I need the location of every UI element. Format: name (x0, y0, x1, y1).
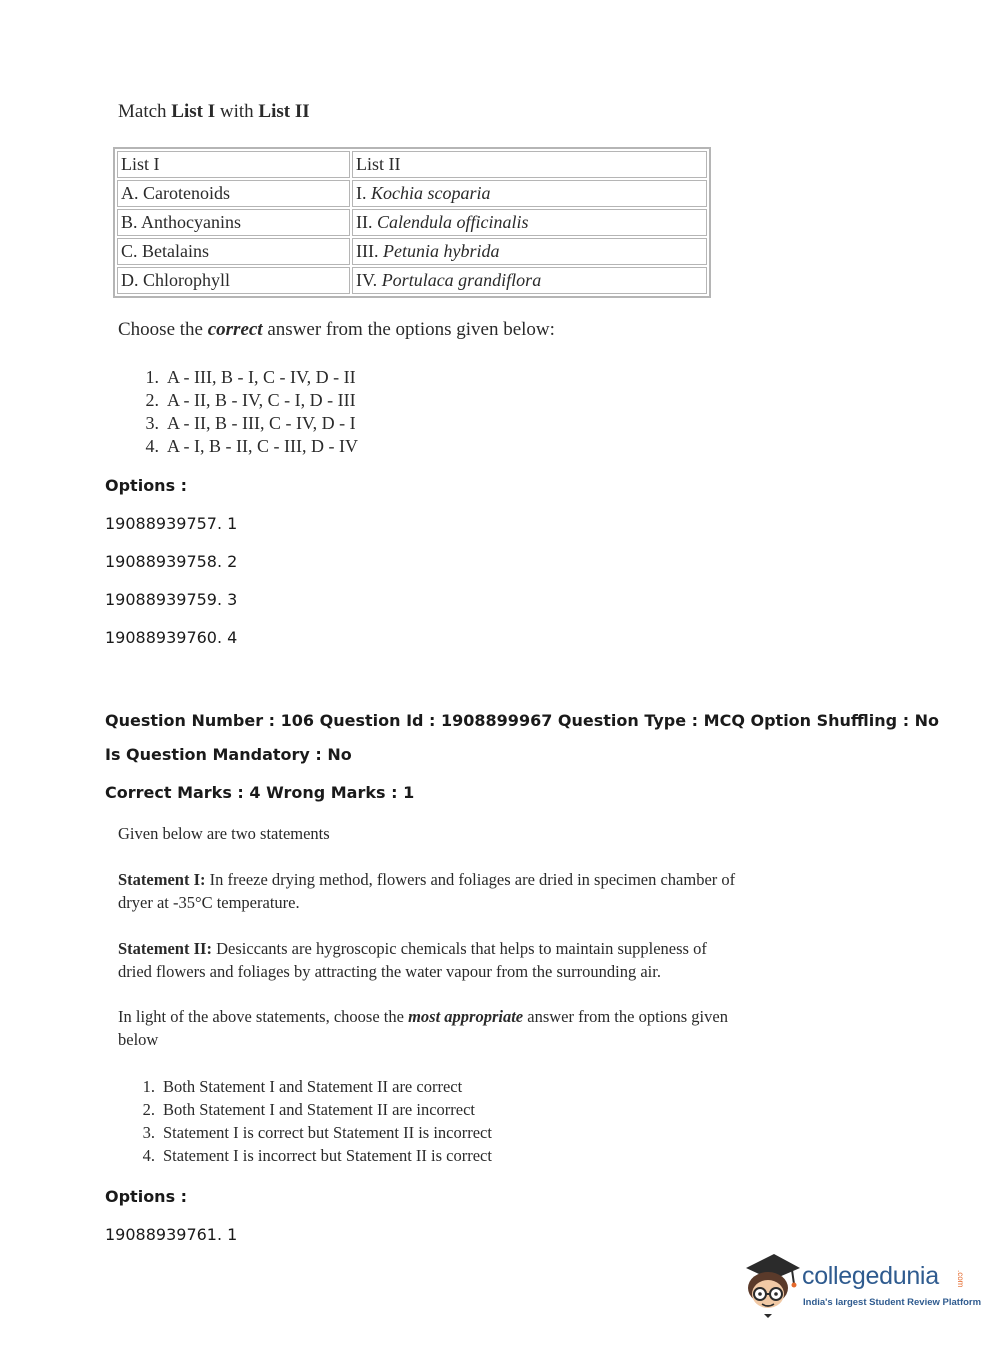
list-item: 2. A - II, B - IV, C - I, D - III (145, 390, 356, 410)
statement-2: Statement II: Desiccants are hygroscopic chemicals that helps to maintain suppleness of dried flowers and foliages by attracting the water vapour from the surrounding air. (118, 939, 707, 981)
table-row (117, 180, 707, 207)
option-item: 19088939761. 1 (105, 1225, 238, 1244)
table-row (117, 238, 707, 265)
question-105-instruction: Choose the correct answer from the options given below: (118, 319, 555, 340)
table-header-list-1: List I (117, 151, 350, 178)
options-label: Options : (105, 1187, 188, 1206)
option-item: 19088939760. 4 (105, 628, 238, 647)
statement-1: Statement I: In freeze drying method, flowers and foliages are dried in specimen chamber of dryer at -35°C temperature. (118, 870, 736, 912)
list-item: 3. A - II, B - III, C - IV, D - I (145, 413, 356, 433)
table-cell-left: D. Chlorophyll (117, 267, 350, 294)
list-item: 4. A - I, B - II, C - III, D - IV (145, 436, 358, 456)
option-item: 19088939758. 2 (105, 552, 238, 571)
table-cell-right: III. Petunia hybrida (352, 238, 707, 265)
list-item: 1. Both Statement I and Statement II are correct (142, 1077, 463, 1096)
question-105-title: Match List I with List II (118, 101, 310, 122)
brand-tagline: India's largest Student Review Platform (803, 1297, 982, 1308)
option-item: 19088939757. 1 (105, 514, 238, 533)
question-106-intro: Given below are two statements (118, 824, 330, 843)
table-cell-right: I. Kochia scoparia (352, 180, 707, 207)
table-cell-left: A. Carotenoids (117, 180, 350, 207)
question-105-choices (132, 366, 358, 458)
list-item: 3. Statement I is correct but Statement II is incorrect (142, 1123, 492, 1142)
brand-suffix: .com (956, 1270, 965, 1288)
question-106-marks: Correct Marks : 4 Wrong Marks : 1 (105, 783, 415, 802)
match-table (113, 147, 711, 298)
table-cell-right: II. Calendula officinalis (352, 209, 707, 236)
brand-name: collegedunia (802, 1262, 939, 1290)
table-cell-left: C. Betalains (117, 238, 350, 265)
mascot-icon (740, 1248, 802, 1318)
table-header-row (117, 151, 707, 178)
table-row (117, 209, 707, 236)
table-header-list-2: List II (352, 151, 707, 178)
table-row (117, 267, 707, 294)
question-106-instruction: In light of the above statements, choose the most appropriate answer from the options given below (118, 1007, 728, 1049)
question-106-mandatory: Is Question Mandatory : No (105, 745, 352, 764)
list-item: 1. A - III, B - I, C - IV, D - II (145, 367, 356, 387)
question-106-meta: Question Number : 106 Question Id : 1908899967 Question Type : MCQ Option Shuffling : No (105, 711, 940, 730)
table-cell-left: B. Anthocyanins (117, 209, 350, 236)
list-item: 2. Both Statement I and Statement II are incorrect (142, 1100, 476, 1119)
option-item: 19088939759. 3 (105, 590, 238, 609)
options-label: Options : (105, 476, 188, 495)
question-106-choices (128, 1075, 492, 1167)
table-cell-right: IV. Portulaca grandiflora (352, 267, 707, 294)
list-item: 4. Statement I is incorrect but Statement II is correct (142, 1146, 492, 1165)
